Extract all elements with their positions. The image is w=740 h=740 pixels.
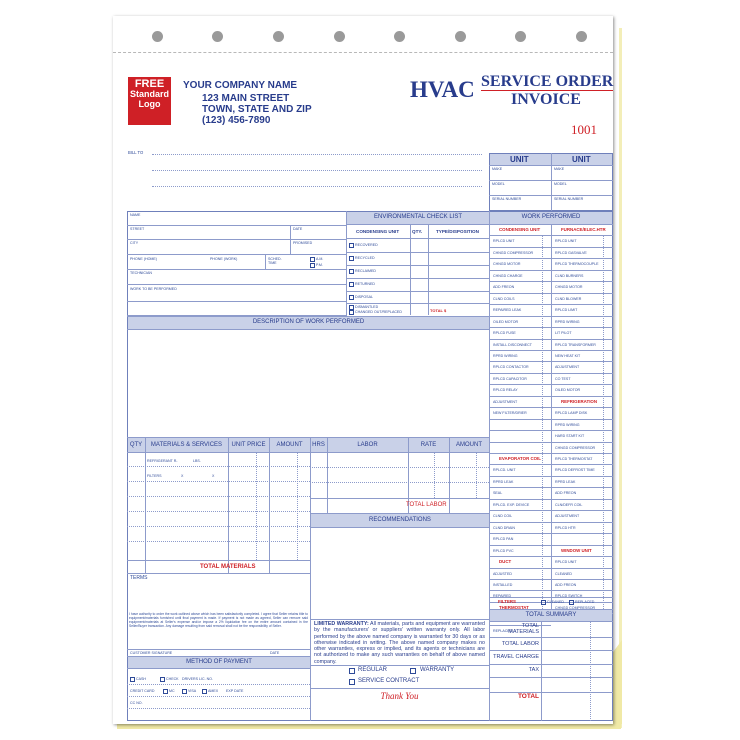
work-item-left: ADJUSTED [493, 571, 512, 576]
description-title: DESCRIPTION OF WORK PERFORMED [252, 319, 365, 325]
signature-date-label: DATE [270, 651, 280, 655]
summary-travel-charge: TRAVEL CHARGE [493, 654, 539, 660]
binder-hole [394, 31, 405, 42]
bill-to-line [152, 186, 482, 187]
materials-col-amount: AMOUNT [276, 442, 303, 448]
work-row-line [551, 373, 613, 374]
work-section-heading: DUCT [499, 559, 512, 565]
work-row-line [551, 384, 613, 385]
work-row-line [489, 361, 551, 362]
work-row-line [551, 533, 613, 534]
work-row-line [551, 579, 613, 580]
recovered-label: RECOVERED [355, 243, 378, 247]
work-item-left: INSTALL DISCONNECT [493, 342, 532, 347]
work-item-left: RPLCD RELAY [493, 388, 518, 393]
work-row-line [489, 270, 551, 271]
work-item-right: RPRD LEAK [555, 479, 576, 484]
binder-hole [273, 31, 284, 42]
am-checkbox[interactable] [310, 257, 315, 262]
returned-label: RETURNED [355, 282, 375, 286]
refrigerant-label: REFRIGERANT R- [147, 459, 178, 463]
work-item-left: RPLCD FUSE [493, 331, 516, 336]
work-row-line [551, 350, 613, 351]
work-row-line [489, 499, 551, 500]
work-item-left: CLND COILS [493, 296, 515, 301]
work-row-line [489, 407, 551, 408]
terms-label: TERMS [130, 575, 148, 581]
work-row-line [489, 327, 551, 328]
disposal-label: DISPOSAL [355, 295, 373, 299]
carbon-copy-page [117, 724, 621, 729]
regular-label: REGULAR [358, 667, 388, 673]
work-row-line [489, 487, 551, 488]
work-row-line [489, 545, 551, 546]
phone-home-label: PHONE (HOME) [130, 257, 157, 261]
perforation-line [113, 52, 613, 53]
filters-cleaned-label: CLEANED [547, 600, 564, 604]
work-row-line [489, 384, 551, 385]
work-row-line [489, 350, 551, 351]
work-row-line [489, 533, 551, 534]
work-row-line [489, 510, 551, 511]
summary-total: TOTAL [517, 693, 539, 700]
work-row-line [489, 316, 551, 317]
labor-col-rate: RATE [420, 442, 437, 448]
filters-x1: X [181, 474, 184, 478]
work-section-heading: THERMOSTAT [499, 604, 529, 610]
serial-label: SERIAL NUMBER [492, 197, 522, 201]
returned-checkbox[interactable] [349, 282, 354, 287]
pm-checkbox[interactable] [310, 263, 315, 268]
work-item-left: CHNGD COMPRESSOR [493, 250, 534, 255]
work-row-line [489, 430, 551, 431]
work-row-line [551, 590, 613, 591]
work-row-line [489, 235, 551, 236]
env-total-label: TOTAL $ [430, 308, 447, 313]
recycled-label: RECYCLED [355, 256, 375, 260]
work-row-line [551, 281, 613, 282]
binder-hole [334, 31, 345, 42]
make-label: MAKE [554, 167, 565, 171]
reclaimed-checkbox[interactable] [349, 269, 354, 274]
work-item-left: OILED MOTOR [493, 319, 519, 324]
work-row-line [551, 316, 613, 317]
work-performed-title: WORK PERFORMED [521, 214, 581, 220]
work-to-perform-label: WORK TO BE PERFORMED [130, 287, 177, 291]
regular-checkbox[interactable] [349, 668, 355, 674]
company-town: TOWN, STATE AND ZIP [202, 104, 312, 115]
amex-checkbox[interactable] [202, 689, 207, 694]
work-row-line [489, 396, 551, 397]
model-label: MODEL [554, 182, 567, 186]
work-item-right: HARD START KIT [555, 434, 585, 439]
labor-col-labor: LABOR [357, 442, 378, 448]
work-item-right: RPRD WIRING [555, 319, 580, 324]
work-row-line [489, 522, 551, 523]
work-row-line [551, 396, 613, 397]
exp-date-label: EXP DATE [226, 689, 244, 693]
work-item-left: RPLCD CAPACITOR [493, 376, 527, 381]
name-label: NAME [130, 213, 141, 217]
logo-free: FREE [134, 78, 165, 90]
visa-checkbox[interactable] [182, 689, 187, 694]
binder-hole [455, 31, 466, 42]
work-item-left: RPRD WIRING [493, 353, 518, 358]
env-title: ENVIRONMENTAL CHECK LIST [373, 214, 462, 220]
work-row-line [489, 442, 551, 443]
work-item-right: ADJUSTMENT [555, 365, 580, 370]
work-row-line [489, 556, 551, 557]
work-row-line [551, 258, 613, 259]
work-row-line [551, 327, 613, 328]
work-row-line [551, 247, 613, 248]
work-item-right: RPLCD UNIT [555, 560, 577, 565]
work-item-right: CLND BLOWER [555, 296, 582, 301]
title-hvac: HVAC [410, 77, 475, 102]
date-label: DATE [293, 227, 303, 231]
materials-col-unit-price: UNIT PRICE [231, 442, 266, 448]
filters-replaced-checkbox[interactable] [569, 600, 574, 605]
service-contract-checkbox[interactable] [349, 679, 355, 685]
work-item-right: RPLCD TRANSFORMER [555, 342, 596, 347]
title-invoice: INVOICE [511, 91, 581, 108]
work-item-right: RPLCD THERMOCOUPLE [555, 262, 599, 267]
work-row-line [551, 476, 613, 477]
customer-signature-label: CUSTOMER SIGNATURE [130, 651, 173, 655]
work-row-line [551, 510, 613, 511]
work-row-line [489, 247, 551, 248]
work-row-line [489, 453, 551, 454]
logo-logo: Logo [138, 99, 161, 109]
technician-label: TECHNICIAN [130, 271, 152, 275]
serial-label: SERIAL NUMBER [554, 197, 584, 201]
sched-time-label: SCHED. TIME [268, 257, 282, 265]
bill-to-line [152, 154, 482, 155]
work-item-right: CHNGD COMPRESSOR [555, 445, 596, 450]
labor-col-hrs: HRS [312, 442, 325, 448]
work-row-line [551, 545, 613, 546]
work-item-left: REPAIRED [493, 594, 512, 599]
work-row-line [489, 304, 551, 305]
work-row-line [551, 442, 613, 443]
work-row-line [489, 258, 551, 259]
city-label: CITY [130, 241, 139, 245]
work-item-right: RPLCD LAMP DISK [555, 411, 588, 416]
mc-checkbox[interactable] [163, 689, 168, 694]
env-col-condensing: CONDENSING UNIT [356, 229, 400, 234]
drivers-lic-label: DRIVERS LIC. NO. [182, 677, 213, 681]
dismantled-label: DISMANTLED [355, 305, 379, 309]
model-label: MODEL [492, 182, 505, 186]
work-item-right: RPLCD UNIT [555, 239, 577, 244]
service-contract-label: SERVICE CONTRACT [358, 678, 420, 684]
visa-label: VISA [188, 689, 197, 693]
street-label: STREET [130, 227, 145, 231]
warranty-body: All materials, parts and equipment are warranted by the manufacturers' or suppliers' written warranty only. All labor performed by the above named company is warranted for 30 days or as otherwise indicated in writing. The above named company makes no other warranties, express or implied, and its agents or technicians are not authorized to make any such warranties on behalf of above named company. [314, 621, 485, 665]
work-item-left: ADJUSTMENT [493, 399, 518, 404]
work-item-left: CHNGD MOTOR [493, 262, 521, 267]
work-item-left: CLND COIL [493, 514, 513, 519]
filters-x2: X [212, 474, 215, 478]
make-label: MAKE [492, 167, 503, 171]
summary-tax: TAX [528, 667, 539, 673]
summary-total-materials: TOTAL MATERIALS [508, 623, 539, 635]
work-item-left: INSTALLED [493, 582, 513, 587]
work-row-line [489, 419, 551, 420]
summary-total-labor: TOTAL LABOR [501, 641, 539, 647]
warranty-checkbox[interactable] [410, 668, 416, 674]
work-item-left: RPRD LEAK [493, 479, 514, 484]
work-item-left: CHNGD CHARGE [493, 273, 523, 278]
work-section-heading: FURNACE/ELEC.HTR [561, 227, 606, 232]
summary-title: TOTAL SUMMARY [525, 612, 577, 618]
work-section-heading: REFRIGERATION [561, 398, 598, 404]
amex-label: AMEX [208, 689, 219, 693]
thank-you: Thank You [380, 691, 419, 701]
authorization-text: I have authority to order the work outlined above which has been satisfactorily completed. I agree that Seller retains title to equipment/materials furnished until final payment is made. If payment is not made as agreed, Seller can remove said equipment/materials at Seller's expense and/or impose a 2% liquidation fee on the entire amount contained in the Seller/Buyer transaction. Any damage resulting from said removal shall not be the responsibility of Seller. [129, 612, 308, 628]
work-item-right: ADD FREON [555, 491, 577, 496]
work-row-line [551, 568, 613, 569]
work-row-line [551, 293, 613, 294]
work-item-left: RPLCD. UNIT [493, 468, 516, 473]
work-item-left: CLND DRAIN [493, 525, 515, 530]
work-row-line [551, 270, 613, 271]
work-section-heading: WINDOW UNIT [561, 547, 592, 553]
work-item-right: CLN/DEFR COIL [555, 502, 583, 507]
work-row-line [489, 373, 551, 374]
materials-col-qty: QTY [129, 442, 143, 448]
recovered-checkbox[interactable] [349, 243, 354, 248]
bill-to-label: BILL TO [128, 150, 144, 155]
work-item-left: SEAL [493, 491, 503, 496]
invoice-number: 1001 [571, 122, 597, 137]
work-row-line [551, 419, 613, 420]
labor-col-amount: AMOUNT [456, 442, 482, 448]
work-row-line [551, 304, 613, 305]
company-name: YOUR COMPANY NAME [183, 80, 298, 91]
work-row-line [551, 487, 613, 488]
work-section-heading: EVAPORATOR COIL [499, 456, 541, 461]
binder-hole [515, 31, 526, 42]
disposal-checkbox[interactable] [349, 295, 354, 300]
binder-hole [576, 31, 587, 42]
work-row-line [551, 361, 613, 362]
work-item-left: RPLCD. EXP. DEVICE [493, 502, 530, 507]
work-item-right: CLEANED [555, 571, 572, 576]
work-row-line [551, 522, 613, 523]
work-item-right: ADJUSTMENT [555, 514, 580, 519]
unit-title-left: UNIT [510, 155, 529, 164]
logo-standard: Standard [129, 89, 169, 99]
work-row-line [551, 430, 613, 431]
work-item-left: NEW FILTER/DRIER [493, 411, 527, 416]
work-item-left: RPLCD UNIT [493, 239, 515, 244]
work-item-right: CHNGD COMPRESSOR [555, 605, 596, 610]
cash-checkbox[interactable] [130, 677, 135, 682]
work-item-right: RPLCD GASVALVE [555, 250, 587, 255]
env-col-qty: QTY. [412, 229, 423, 234]
mc-label: MC [169, 689, 175, 693]
work-item-left: RPLCD PAN [493, 537, 514, 542]
company-phone: (123) 456-7890 [202, 115, 271, 126]
lbs-label: LBS. [193, 459, 201, 463]
total-labor-label: TOTAL LABOR [406, 502, 447, 508]
cash-label: CASH [136, 677, 146, 681]
work-row-line [489, 579, 551, 580]
changed-out-checkbox[interactable] [349, 310, 354, 315]
work-item-left: RPLCD CONTACTOR [493, 365, 529, 370]
carbon-copy-page [619, 28, 622, 728]
work-row-line [489, 293, 551, 294]
company-logo [128, 77, 171, 125]
work-item-right: OILED MOTOR [555, 388, 581, 393]
filters-replaced-label: REPLACED [575, 600, 595, 604]
work-row-line [489, 590, 551, 591]
work-row-line [489, 339, 551, 340]
work-item-right: RPLCD DEFROST TIME [555, 468, 595, 473]
check-checkbox[interactable] [160, 677, 165, 682]
binder-hole [212, 31, 223, 42]
work-item-left: REPLACED [493, 628, 513, 633]
unit-title-right: UNIT [572, 155, 591, 164]
work-item-right: NEW HEAT KIT [555, 353, 581, 358]
work-item-right: RPRD WIRING [555, 422, 580, 427]
work-row-line [551, 339, 613, 340]
warranty-label: WARRANTY [420, 667, 455, 673]
work-row-line [489, 568, 551, 569]
work-item-right: RPLCD SWITCH [555, 594, 583, 599]
work-row-line [551, 453, 613, 454]
title-service-order: SERVICE ORDER [481, 73, 614, 90]
changed-out-label: CHANGED OUT/REPLACED [355, 310, 402, 314]
work-item-right: LIT PILOT [555, 331, 572, 336]
cc-no-label: CC NO. [130, 701, 143, 705]
work-item-right: RPLCD THERMOSTAT [555, 457, 593, 461]
work-item-right: CHNGD MOTOR [555, 285, 583, 290]
work-item-right: RPLCD HTR [555, 525, 576, 530]
total-materials-label: TOTAL MATERIALS [200, 564, 256, 570]
filters-label: FILTERS [498, 599, 516, 604]
pm-label: P.M. [316, 263, 323, 267]
warranty-text [314, 621, 485, 665]
work-item-right: RPLCD LIMIT [555, 308, 578, 313]
credit-card-label: CREDIT CARD [130, 689, 155, 693]
work-item-right: CLND BURNERS [555, 273, 584, 278]
env-col-type: TYPE/DISPOSITION [436, 229, 479, 234]
work-section-heading: CONDENSING UNIT [499, 227, 541, 232]
check-label: CHECK [166, 677, 179, 681]
work-row-line [551, 464, 613, 465]
work-row-line [489, 464, 551, 465]
work-row-line [489, 281, 551, 282]
bill-to-line [152, 170, 482, 171]
work-item-left: RPLCD PVC [493, 548, 514, 553]
materials-col-name: MATERIALS & SERVICES [150, 442, 223, 448]
promised-label: PROMISED [293, 241, 313, 245]
warranty-heading: LIMITED WARRANTY: [314, 621, 369, 627]
am-label: A.M. [316, 257, 324, 261]
work-item-left: ADD FREON [493, 285, 515, 290]
payment-title: METHOD OF PAYMENT [186, 659, 252, 665]
filters-cleaned-checkbox[interactable] [541, 600, 546, 605]
work-row-line [551, 556, 613, 557]
work-item-left: REPAIRED LEAK [493, 308, 522, 313]
work-row-line [551, 407, 613, 408]
binder-hole [152, 31, 163, 42]
filters-mat-label: FILTERS [147, 474, 162, 478]
work-row-line [489, 476, 551, 477]
recommendations-title: RECOMMENDATIONS [369, 517, 431, 523]
work-item-right: ADD FREON [555, 582, 577, 587]
company-street: 123 MAIN STREET [202, 93, 290, 104]
work-row-line [551, 235, 613, 236]
reclaimed-label: RECLAIMED [355, 269, 376, 273]
phone-work-label: PHONE (WORK) [210, 257, 238, 261]
recycled-checkbox[interactable] [349, 256, 354, 261]
work-item-right: CO TEST [555, 376, 571, 381]
work-row-line [551, 499, 613, 500]
